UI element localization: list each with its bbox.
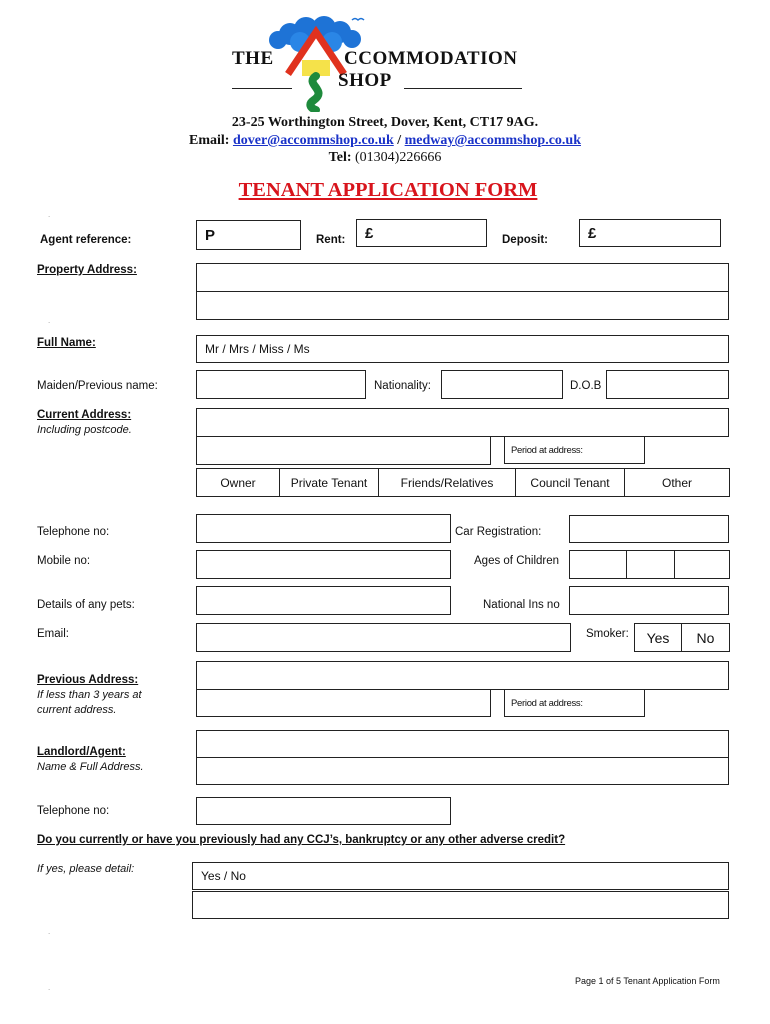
email-field[interactable] [196,623,571,652]
logo-word-accommodation: CCOMMODATION [344,48,518,69]
logo-word-the: THE [232,48,274,69]
property-address-line-2[interactable] [196,291,729,320]
nationality-label: Nationality: [374,380,431,392]
credit-answer-value: Yes / No [201,869,246,883]
decorative-dot: . [48,316,51,325]
rent-value: £ [365,224,374,242]
agent-reference-label: Agent reference: [40,234,132,246]
form-title: TENANT APPLICATION FORM [238,179,538,201]
email-separator: / [397,133,402,148]
maiden-name-label: Maiden/Previous name: [37,380,158,392]
credit-detail-field[interactable] [192,891,729,919]
mobile-label: Mobile no: [37,555,91,567]
child-age-cell-2[interactable] [627,551,675,578]
tenure-option-friends-relatives[interactable]: Friends/Relatives [379,469,516,496]
current-address-label: Current Address: [37,409,132,421]
email-link-medway[interactable]: medway@accommshop.co.uk [404,133,581,148]
landlord-address-line-2[interactable] [196,757,729,785]
nationality-field[interactable] [441,370,563,399]
current-period-label: Period at address: [511,444,583,456]
smoker-yes-option[interactable]: Yes [635,624,682,651]
deposit-label: Deposit: [502,234,548,246]
maiden-name-field[interactable] [196,370,366,399]
tenure-option-private-tenant[interactable]: Private Tenant [280,469,379,496]
smoker-options [634,623,730,652]
tenure-option-council-tenant[interactable]: Council Tenant [516,469,625,496]
car-registration-field[interactable] [569,515,729,543]
previous-address-line-1[interactable] [196,661,729,690]
decorative-dot: . [48,210,51,219]
logo-rule-left [232,88,292,89]
mobile-field[interactable] [196,550,451,579]
rent-label: Rent: [316,234,346,246]
agent-reference-field[interactable] [196,220,301,250]
current-period-field[interactable] [504,436,645,464]
tel-value: (01304)226666 [355,150,442,165]
landlord-address-line-1[interactable] [196,730,729,758]
previous-period-label: Period at address: [511,697,583,709]
dob-label: D.O.B [570,380,602,392]
child-age-cell-3[interactable] [675,551,729,578]
tenure-status-options [196,468,730,497]
landlord-telephone-field[interactable] [196,797,451,825]
property-address-line-1[interactable] [196,263,729,292]
credit-question: Do you currently or have you previously had any CCJ’s, bankruptcy or any other adverse credit? [37,834,566,846]
tenure-option-other[interactable]: Other [661,475,692,490]
full-name-field[interactable] [196,335,729,363]
property-address-label: Property Address: [37,264,137,276]
previous-address-sublabel-1: If less than 3 years at [37,689,142,701]
telephone-label: Telephone no: [37,526,110,538]
deposit-value: £ [588,224,597,242]
smoker-label: Smoker: [586,628,629,640]
current-address-line-2[interactable] [196,436,491,465]
landlord-sublabel: Name & Full Address. [37,761,144,773]
credit-answer-field[interactable] [192,862,729,890]
ages-of-children-field [569,550,730,579]
national-insurance-label: National Ins no [483,599,560,611]
deposit-field[interactable] [579,219,721,247]
credit-detail-label: If yes, please detail: [37,863,135,875]
previous-period-field[interactable] [504,689,645,717]
tenure-option-owner[interactable]: Owner [197,469,280,496]
pets-label: Details of any pets: [37,599,135,611]
current-address-line-1[interactable] [196,408,729,437]
car-registration-label: Car Registration: [455,526,542,538]
email-label: Email: [189,133,230,148]
decorative-dot: . [48,983,51,992]
email-link-dover[interactable]: dover@accommshop.co.uk [232,133,394,148]
landlord-telephone-label: Telephone no: [37,805,110,817]
previous-address-sublabel-2: current address. [37,704,117,716]
pets-field[interactable] [196,586,451,615]
logo-word-shop: SHOP [338,70,392,91]
company-telephone [0,150,770,166]
rent-field[interactable] [356,219,487,247]
smoker-no-option[interactable]: No [696,629,715,646]
landlord-label: Landlord/Agent: [37,746,126,758]
email-field-label: Email: [37,628,69,640]
full-name-label: Full Name: [37,337,96,349]
company-address: 23-25 Worthington Street, Dover, Kent, CT17 9AG. [231,115,539,130]
company-logo [226,14,556,112]
company-emails [0,133,770,149]
decorative-dot: . [48,927,51,936]
page-footer: Page 1 of 5 Tenant Application Form [575,976,720,986]
previous-address-line-2[interactable] [196,689,491,717]
telephone-field[interactable] [196,514,451,543]
tel-label: Tel: [328,150,352,165]
agent-reference-value: P [205,226,216,244]
dob-field[interactable] [606,370,729,399]
logo-rule-right [404,88,522,89]
national-insurance-field[interactable] [569,586,729,615]
full-name-value: Mr / Mrs / Miss / Ms [205,342,310,356]
previous-address-label: Previous Address: [37,674,139,686]
ages-of-children-label: Ages of Children [474,555,560,567]
child-age-cell-1[interactable] [570,551,627,578]
current-address-sublabel: Including postcode. [37,424,132,436]
